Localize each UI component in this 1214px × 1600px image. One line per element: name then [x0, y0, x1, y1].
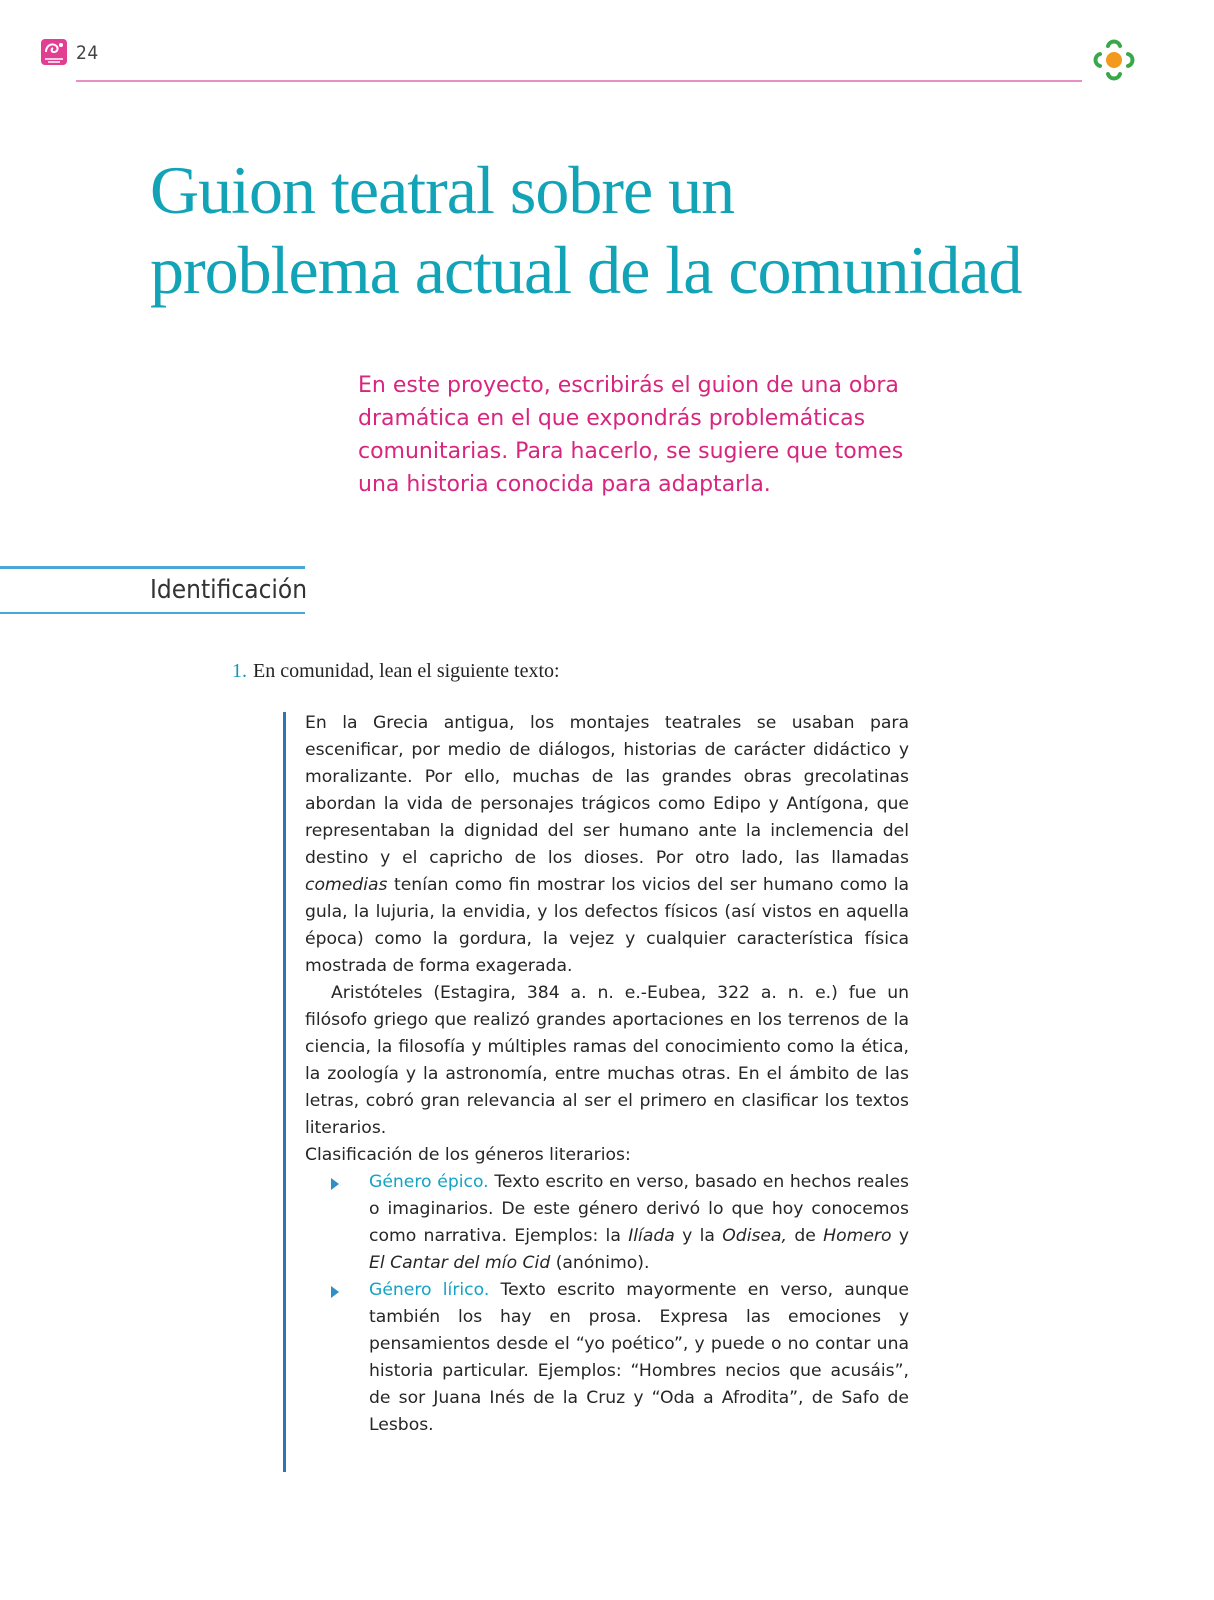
section-rule-top	[0, 566, 305, 569]
genre-item-lyric	[369, 1277, 909, 1439]
genre-text: y	[891, 1226, 909, 1246]
genre-text: Texto escrito mayormente en verso, aunque también los hay en prosa. Expresa las emociones y pensamientos desde el “yo poético”, y puede o no contar una historia particular. Ejemplos: “Hombres necios que acusáis”, de sor Juana Inés de la Cruz y “Oda a Afrodita”, de Safo de Lesbos.	[369, 1280, 910, 1435]
header-rule	[76, 80, 1082, 82]
quote-bar	[283, 712, 286, 1472]
title-line-1: Guion teatral sobre un	[150, 152, 735, 228]
activity-number: 1.	[232, 660, 247, 682]
bullet-arrow-icon	[331, 1286, 339, 1298]
genre-text: de	[787, 1226, 824, 1246]
reading-paragraph-1	[305, 710, 909, 980]
genre-emphasis: Homero	[823, 1226, 892, 1246]
section-heading: Identificación	[150, 575, 308, 605]
genre-emphasis: Odisea,	[722, 1226, 788, 1246]
genre-emphasis: Ilíada	[628, 1226, 675, 1246]
activity-instruction	[232, 660, 560, 683]
reading-p1-text-b: tenían como fin mostrar los vicios del ser humano como la gula, la lujuria, la envidia, y los defectos físicos (así vistos en aquella época) como la gordura, la vejez y cualquier característica física mostrada de forma exagerada.	[305, 875, 909, 976]
genre-emphasis: El Cantar del mío Cid	[369, 1253, 551, 1273]
classification-title: Clasificación de los géneros literarios:	[305, 1145, 631, 1165]
genre-text: (anónimo).	[550, 1253, 650, 1273]
genre-text: Texto escrito en verso, basado en hechos reales o imaginarios. De este género derivó lo que hoy conocemos como narrativa. Ejemplos: la	[369, 1172, 909, 1246]
genre-term: Género épico.	[369, 1172, 489, 1192]
genre-item-epic	[369, 1169, 909, 1277]
page-number: 24	[76, 42, 99, 64]
project-intro: En este proyecto, escribirás el guion de una obra dramática en el que expondrás problemáticas comunitarias. Para hacerlo, se sugiere que tomes una historia conocida para adaptarla.	[358, 373, 904, 497]
reading-text	[305, 710, 909, 1439]
reading-paragraph-2: Aristóteles (Estagira, 384 a. n. e.-Eubea, 322 a. n. e.) fue un filósofo griego que realizó grandes aportaciones en los terrenos de la ciencia, la filosofía y múltiples ramas del conocimiento como la ética, la zoología y la astronomía, entre muchas otras. En el ámbito de las letras, cobró gran relevancia al ser el primero en clasificar los textos literarios.	[305, 983, 909, 1138]
page-title	[150, 150, 1130, 310]
genre-list	[305, 1169, 909, 1439]
reading-p1-text-a: En la Grecia antigua, los montajes teatrales se usaban para escenificar, por medio de diálogos, historias de carácter didáctico y moralizante. Por ello, muchas de las grandes obras grecolatinas abordan la vida de personajes trágicos como Edipo y Antígona, que representaban la dignidad del ser humano ante la inclemencia del destino y el capricho de los dioses. Por otro lado, las llamadas	[305, 713, 909, 868]
reading-p1-emphasis: comedias	[305, 875, 388, 895]
activity-text: En comunidad, lean el siguiente texto:	[253, 660, 560, 682]
bullet-arrow-icon	[331, 1178, 339, 1190]
flower-emblem-icon	[1088, 34, 1140, 86]
section-rule-bottom	[0, 612, 305, 614]
title-line-2: problema actual de la comunidad	[150, 232, 1022, 308]
aztec-glyph-icon	[40, 38, 68, 66]
genre-text: y la	[674, 1226, 723, 1246]
genre-term: Género lírico.	[369, 1280, 490, 1300]
